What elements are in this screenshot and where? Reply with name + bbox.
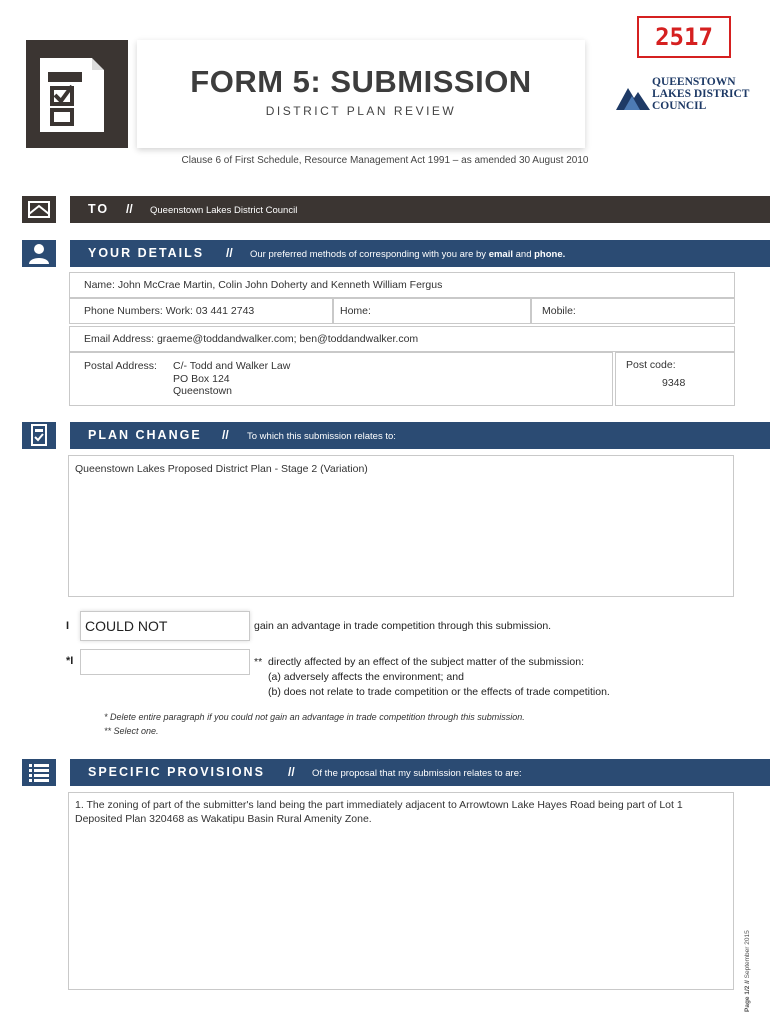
trade-prefix-1: I xyxy=(66,620,70,632)
provisions-subtitle: Of the proposal that my submission relates to are: xyxy=(312,768,522,779)
trade-prefix-2: *I xyxy=(66,655,74,667)
plan-change-field[interactable] xyxy=(68,455,734,597)
details-heading: YOUR DETAILS xyxy=(88,246,205,260)
form-subtitle: DISTRICT PLAN REVIEW xyxy=(265,104,457,118)
council-name-line1: QUEENSTOWN xyxy=(652,76,736,88)
details-intro: Our preferred methods of corresponding with you are by email and phone. xyxy=(250,249,566,260)
plan-change-subtitle: To which this submission relates to: xyxy=(247,431,396,442)
postcode-field[interactable] xyxy=(615,352,735,406)
could-select-1-value: COULD NOT xyxy=(85,618,168,634)
footer-separator: // xyxy=(744,980,751,984)
person-icon xyxy=(22,240,56,267)
council-logo xyxy=(616,76,756,112)
provisions-icon-tile xyxy=(22,759,56,786)
trade-text-2: directly affected by an effect of the subject matter of the submission: xyxy=(268,656,584,668)
postal-line1: C/- Todd and Walker Law xyxy=(173,360,291,372)
to-bar xyxy=(70,196,770,223)
details-bar xyxy=(70,240,770,267)
provisions-value: 1. The zoning of part of the submitter's land being the part immediately adjacent to Arrowtown Lake Hayes Road being part of Lot 1 Deposited Plan 320468 as Wakatipu Basin Rural Amenity Zone. xyxy=(75,799,683,825)
trade-note-2: ** Select one. xyxy=(104,726,159,736)
postcode-label: Post code: xyxy=(626,359,676,371)
to-icon-tile xyxy=(22,196,56,223)
plan-change-heading: PLAN CHANGE xyxy=(88,428,202,442)
email-value: graeme@toddandwalker.com; ben@toddandwalker.com xyxy=(156,333,419,345)
document-check-icon xyxy=(22,422,56,449)
affected-select-2[interactable] xyxy=(80,649,250,675)
name-field[interactable] xyxy=(69,272,735,298)
to-separator: // xyxy=(126,202,133,216)
plan-change-bar xyxy=(70,422,770,449)
page-number: Page 1/2 xyxy=(744,985,751,1012)
council-name-line2: LAKES DISTRICT xyxy=(652,88,750,100)
form-number-stamp: 2517 xyxy=(637,16,731,58)
form-logo-tile xyxy=(26,40,128,148)
name-label: Name: xyxy=(84,279,115,291)
to-heading: TO xyxy=(88,202,110,216)
provisions-bar xyxy=(70,759,770,786)
clause-text: Clause 6 of First Schedule, Resource Management Act 1991 – as amended 30 August 2010 xyxy=(181,155,589,166)
details-icon-tile xyxy=(22,240,56,267)
plan-change-icon-tile xyxy=(22,422,56,449)
checklist-icon xyxy=(26,40,128,148)
council-name-line3: COUNCIL xyxy=(652,100,707,112)
phone-work-field[interactable] xyxy=(69,298,333,324)
plan-change-separator: // xyxy=(222,428,229,442)
mountain-icon xyxy=(616,76,650,112)
trade-stars: ** xyxy=(254,656,263,668)
postal-label: Postal Address: xyxy=(84,360,157,372)
email-label: Email Address: xyxy=(84,333,155,345)
envelope-icon xyxy=(22,196,56,223)
postal-line3: Queenstown xyxy=(173,385,232,397)
list-icon xyxy=(22,759,56,786)
name-value: John McCrae Martin, Colin John Doherty and Kenneth William Fergus xyxy=(117,279,443,291)
details-separator: // xyxy=(226,246,233,260)
provisions-separator: // xyxy=(288,765,295,779)
postal-line2: PO Box 124 xyxy=(173,372,230,385)
trade-note-1: * Delete entire paragraph if you could not gain an advantage in trade competition through this submission. xyxy=(104,712,525,722)
phone-mobile-field[interactable] xyxy=(531,298,735,324)
postal-address-field[interactable] xyxy=(69,352,613,406)
provisions-heading: SPECIFIC PROVISIONS xyxy=(88,765,265,779)
mobile-label: Mobile: xyxy=(542,305,576,317)
form-title: FORM 5: SUBMISSION xyxy=(190,64,532,99)
trade-text-2-block xyxy=(254,655,610,700)
plan-change-value: Queenstown Lakes Proposed District Plan - Stage 2 (Variation) xyxy=(75,463,368,475)
provisions-field[interactable] xyxy=(68,792,734,990)
page-footer xyxy=(744,932,751,1012)
footer-date: September 2015 xyxy=(744,930,751,979)
title-card xyxy=(137,40,585,148)
phone-home-field[interactable] xyxy=(333,298,531,324)
trade-text-2a: (a) adversely affects the environment; and xyxy=(268,671,464,683)
email-field[interactable] xyxy=(69,326,735,352)
home-label: Home: xyxy=(340,305,371,317)
phone-work-value: 03 441 2743 xyxy=(195,305,255,317)
postcode-value: 9348 xyxy=(662,377,686,389)
phone-label: Phone Numbers: Work: xyxy=(84,305,193,317)
could-select-1[interactable] xyxy=(80,611,250,641)
to-value: Queenstown Lakes District Council xyxy=(150,205,298,216)
trade-text-1: gain an advantage in trade competition through this submission. xyxy=(254,620,552,632)
trade-text-2b: (b) does not relate to trade competition or the effects of trade competition. xyxy=(268,686,610,698)
